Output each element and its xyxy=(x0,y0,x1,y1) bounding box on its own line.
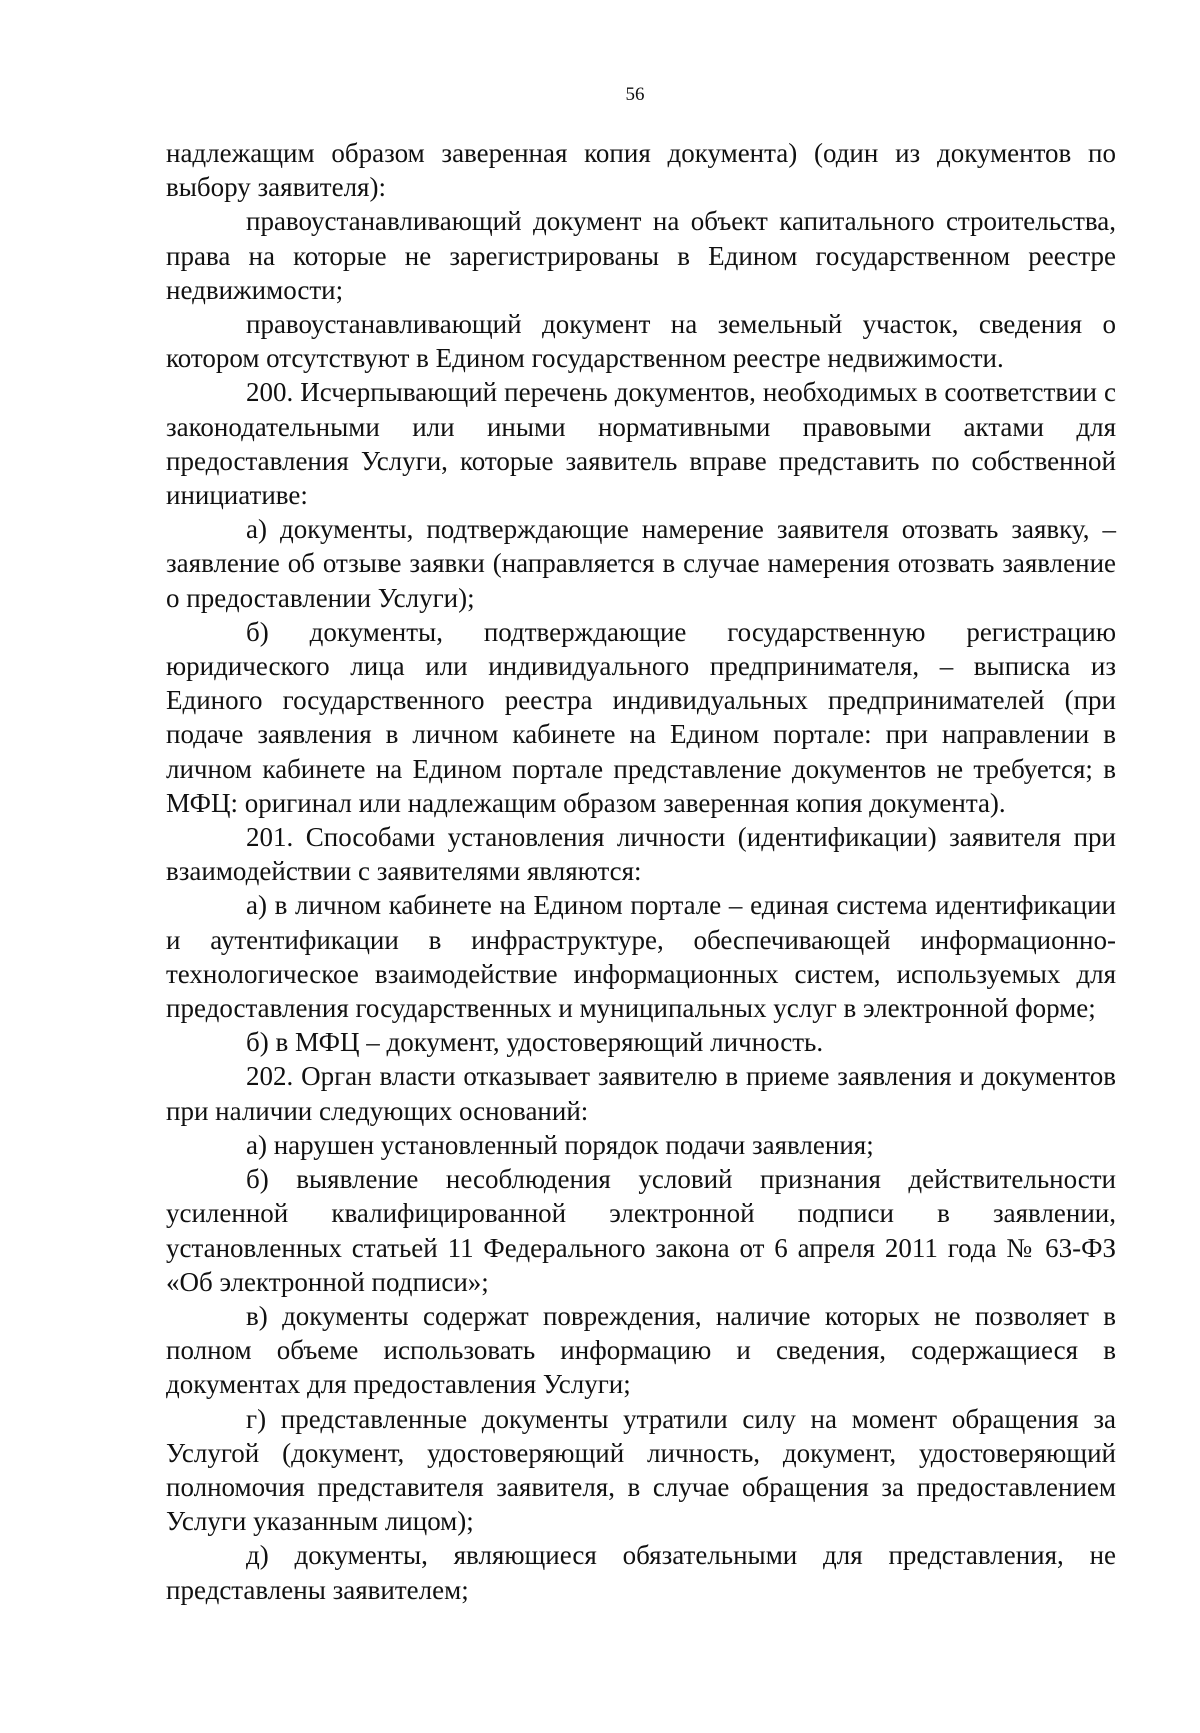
paragraph-clause-201: 201. Способами установления личности (идентификации) заявителя при взаимодействии с заявителями являются: xyxy=(166,822,1116,887)
document-body xyxy=(166,136,1116,1607)
paragraph-subitem-b: б) документы, подтверждающие государственную регистрацию юридического лица или индивидуального предпринимателя, – выписка из Единого государственного реестра индивидуальных предпринимателей (при подаче заявления в личном кабинете на Едином портале: при направлении в личном кабинете на Едином портале представление документов не требуется; в МФЦ: оригинал или надлежащим образом заверенная копия документа). xyxy=(166,616,1116,818)
paragraph-item: правоустанавливающий документ на объект капитального строительства, права на которые не зарегистрированы в Едином государственном реестре недвижимости; xyxy=(166,206,1116,305)
paragraph-subitem-b: б) в МФЦ – документ, удостоверяющий личность. xyxy=(246,1027,824,1058)
paragraph-item: правоустанавливающий документ на земельный участок, сведения о котором отсутствуют в Едином государственном реестре недвижимости. xyxy=(166,309,1116,374)
paragraph-subitem-b: б) выявление несоблюдения условий признания действительности усиленной квалифицированной электронной подписи в заявлении, установленных статьей 11 Федерального закона от 6 апреля 2011 года № 63-ФЗ «Об электронной подписи»; xyxy=(166,1164,1116,1297)
paragraph-clause-200: 200. Исчерпывающий перечень документов, необходимых в соответствии с законодательными или иными нормативными правовыми актами для предоставления Услуги, которые заявитель вправе представить по собственной инициативе: xyxy=(166,377,1116,511)
paragraph-clause-202: 202. Орган власти отказывает заявителю в приеме заявления и документов при наличии следующих оснований: xyxy=(166,1061,1116,1126)
paragraph-subitem-a: а) нарушен установленный порядок подачи заявления; xyxy=(246,1129,874,1160)
paragraph-subitem-g: г) представленные документы утратили силу на момент обращения за Услугой (документ, удостоверяющий личность, документ, удостоверяющий полномочия представителя заявителя, в случае обращения за предоставлением Услуги указанным лицом); xyxy=(166,1403,1116,1537)
page-number: 56 xyxy=(625,84,645,105)
paragraph-subitem-v: в) документы содержат повреждения, наличие которых не позволяет в полном объеме использовать информацию и сведения, содержащиеся в документах для предоставления Услуги; xyxy=(166,1300,1116,1400)
paragraph-continuation: надлежащим образом заверенная копия документа) (один из документов по выбору заявителя): xyxy=(166,138,1116,203)
paragraph-subitem-a: а) в личном кабинете на Едином портале – единая система идентификации и аутентификации в инфраструктуре, обеспечивающей информационно-технологическое взаимодействие информационных систем, используемых для предоставления государственных и муниципальных услуг в электронной форме; xyxy=(166,890,1116,1024)
paragraph-subitem-a: а) документы, подтверждающие намерение заявителя отозвать заявку, – заявление об отзыве заявки (направляется в случае намерения отозвать заявление о предоставлении Услуги); xyxy=(166,514,1116,613)
paragraph-subitem-d: д) документы, являющиеся обязательными для представления, не представлены заявителем; xyxy=(166,1540,1116,1605)
